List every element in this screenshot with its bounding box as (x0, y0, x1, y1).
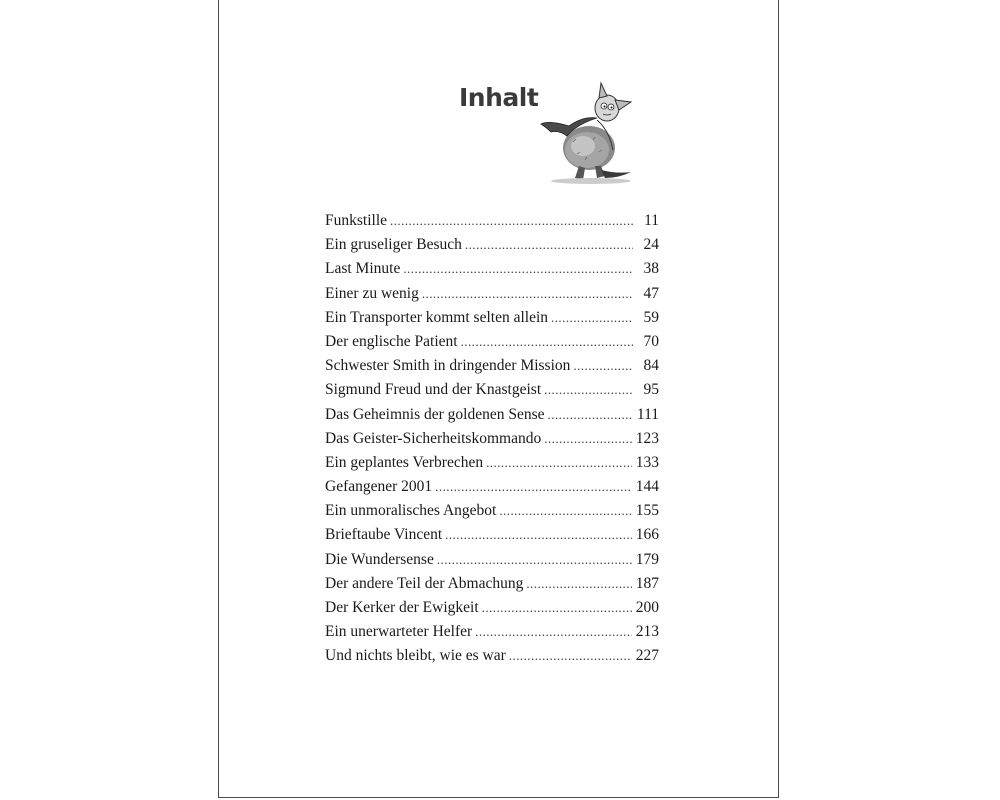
dot-leader (499, 503, 631, 519)
toc-entry (325, 623, 659, 647)
dot-leader (437, 552, 632, 568)
toc-entry (325, 236, 659, 260)
dot-leader (445, 527, 632, 543)
toc-entry-page-number: 47 (643, 284, 659, 302)
toc-entry-page-number: 59 (643, 308, 659, 326)
toc-entry-page-number: 187 (635, 574, 659, 592)
toc-entry-page-number: 144 (635, 478, 659, 496)
toc-entry-page-number: 70 (643, 332, 659, 350)
toc-entry (325, 647, 659, 671)
toc-entry-page-number: 133 (635, 453, 659, 471)
toc-entry (325, 333, 659, 357)
toc-entry-title: Ein gruseliger Besuch (325, 236, 462, 254)
dot-leader (573, 358, 633, 374)
toc-entry-title: Brieftaube Vincent (325, 526, 443, 544)
toc-entry (325, 551, 659, 575)
toc-entry-title: Ein unmoralisches Angebot (325, 502, 497, 520)
toc-entry-page-number: 38 (643, 260, 659, 278)
toc-entry-page-number: 179 (635, 550, 659, 568)
toc-entry-page-number: 123 (635, 429, 659, 447)
toc-entry-page-number: 155 (635, 502, 659, 520)
dot-leader (390, 213, 633, 229)
toc-entry-page-number: 84 (643, 357, 659, 375)
dot-leader (486, 455, 632, 471)
dot-leader (544, 382, 633, 398)
toc-entry-page-number: 95 (643, 381, 659, 399)
toc-entry-title: Gefangener 2001 (325, 478, 433, 496)
toc-entry-title: Einer zu wenig (325, 284, 419, 302)
table-of-contents (325, 212, 659, 672)
dot-leader (482, 600, 632, 616)
toc-entry-page-number: 213 (635, 623, 659, 641)
dot-leader (509, 648, 632, 664)
toc-entry-title: Der andere Teil der Abmachung (325, 574, 524, 592)
toc-entry (325, 575, 659, 599)
toc-entry-title: Ein unerwarteter Helfer (325, 623, 473, 641)
toc-entry (325, 502, 659, 526)
dot-leader (544, 431, 632, 447)
book-page (218, 0, 779, 798)
toc-entry (325, 260, 659, 284)
toc-entry-title: Und nichts bleibt, wie es war (325, 647, 506, 665)
toc-entry-page-number: 11 (644, 212, 659, 229)
toc-entry-title: Der Kerker der Ewigkeit (325, 599, 479, 616)
toc-entry (325, 430, 659, 454)
toc-entry-page-number: 111 (636, 405, 659, 423)
toc-entry (325, 212, 659, 236)
toc-entry (325, 454, 659, 478)
toc-entry-page-number: 227 (635, 647, 659, 665)
toc-entry-page-number: 24 (643, 236, 659, 254)
toc-entry-title: Der englische Patient (325, 332, 458, 350)
dot-leader (435, 479, 632, 495)
toc-entry-title: Last Minute (325, 260, 401, 278)
page-title: Inhalt (459, 83, 539, 112)
dot-leader (551, 310, 633, 326)
toc-entry (325, 599, 659, 623)
toc-entry-title: Ein Transporter kommt selten allein (325, 308, 549, 326)
toc-entry (325, 526, 659, 550)
dot-leader (526, 576, 631, 592)
toc-entry (325, 309, 659, 333)
toc-entry (325, 406, 659, 430)
toc-entry-title: Die Wundersense (325, 550, 434, 568)
toc-entry-title: Das Geheimnis der goldenen Sense (325, 405, 545, 423)
dot-leader (475, 624, 632, 640)
toc-entry (325, 357, 659, 381)
toc-entry-page-number: 200 (635, 599, 659, 616)
toc-entry (325, 285, 659, 309)
toc-entry (325, 478, 659, 502)
dot-leader (422, 286, 633, 302)
dot-leader (465, 237, 633, 253)
dot-leader (403, 261, 633, 277)
toc-entry-title: Schwester Smith in dringender Mission (325, 357, 571, 375)
toc-entry-title: Das Geister-Sicherheitskommando (325, 429, 542, 447)
toc-entry-page-number: 166 (635, 526, 659, 544)
dot-leader (548, 407, 633, 423)
toc-entry-title: Ein geplantes Verbrechen (325, 453, 484, 471)
toc-entry-title: Sigmund Freud und der Knastgeist (325, 381, 542, 399)
dot-leader (461, 334, 633, 350)
toc-entry (325, 381, 659, 405)
bat-creature-illustration (539, 80, 644, 190)
toc-entry-title: Funkstille (325, 212, 388, 229)
